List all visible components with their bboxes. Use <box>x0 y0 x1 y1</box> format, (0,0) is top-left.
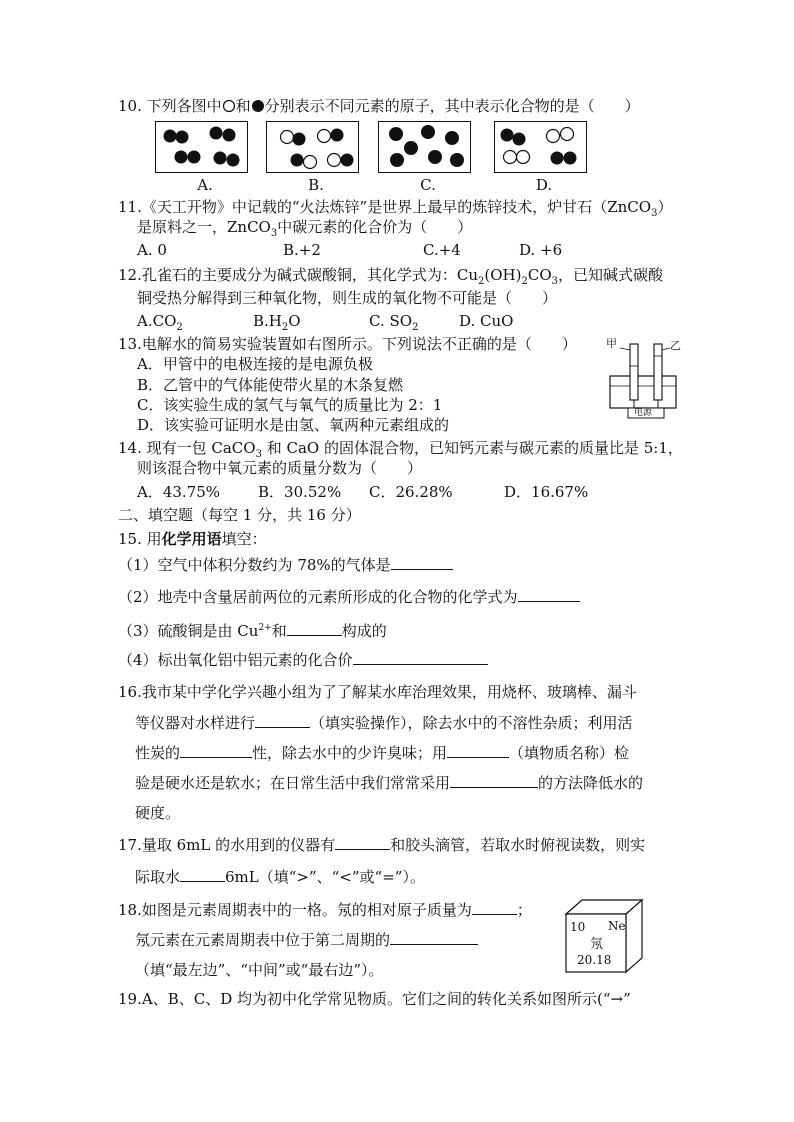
q13-option-c: C．该实验生成的氢气与氧气的质量比为 2：1 <box>137 396 443 414</box>
tube-jia-label: 甲 <box>606 337 617 350</box>
q17-line1: 17.量取 6mL 的水用到的仪器有 和胶头滴管，若取水时俯视读数，则实 <box>118 836 646 854</box>
answer-blank[interactable] <box>450 773 538 788</box>
molecule-diagram-a <box>156 122 247 172</box>
q13-option-b: B．乙管中的气体能使带火星的木条复燃 <box>137 376 404 394</box>
molecule-diagram-c <box>379 122 470 172</box>
section-heading: 二、填空题（每空 1 分，共 16 分） <box>118 506 361 524</box>
q17-line2: 际取水 6mL（填“>”、“<”或“=”）。 <box>135 868 425 886</box>
answer-blank[interactable] <box>447 743 509 758</box>
q19-line1: 19.A、B、C、D 均为初中化学常见物质。它们之间的转化关系如图所示(“→” <box>118 990 631 1008</box>
q13-option-d: D．该实验可证明水是由氢、氧两种元素组成的 <box>137 416 450 434</box>
answer-blank[interactable] <box>353 650 488 665</box>
q15-item2: （2）地壳中含量居前两位的元素所形成的化合物的化学式为 <box>118 587 580 607</box>
q18-line1: 18.如图是元素周期表中的一格。氖的相对原子质量为 ； <box>118 901 532 919</box>
periodic-table-cell-figure <box>563 896 645 976</box>
power-source-label: 电源 <box>634 408 653 418</box>
answer-blank[interactable] <box>518 587 580 602</box>
solid-atom-icon <box>251 99 265 113</box>
answer-blank[interactable] <box>391 555 453 570</box>
q11-line2: 是原料之一，ZnCO$_3$中碳元素的化合价为（ ） <box>137 218 473 239</box>
q15-item1: （1）空气中体积分数约为 78%的气体是 <box>118 555 453 575</box>
q10-label-d: D. <box>535 176 553 194</box>
q10-option-c-figure <box>378 121 471 173</box>
answer-blank[interactable] <box>255 713 310 728</box>
q18-line3: （填“最左边”、“中间”或“最右边”）。 <box>135 961 384 979</box>
q10-option-b-figure <box>266 121 359 173</box>
answer-blank[interactable] <box>287 621 342 636</box>
q10-label-a: A. <box>197 176 213 194</box>
answer-blank[interactable] <box>472 900 517 915</box>
q16-line2: 等仪器对水样进行 （填实验操作），除去水中的不溶性杂质；利用活 <box>135 714 633 732</box>
molecule-diagram-b <box>267 122 358 172</box>
q12-option-a: $A.CO_2$ <box>137 312 183 333</box>
answer-blank[interactable] <box>180 743 252 758</box>
molecule-diagram-d <box>495 122 586 172</box>
q10-stem: 10. 下列各图中 和 分别表示不同元素的原子，其中表示化合物的是（ ） <box>118 97 640 115</box>
q12-option-c: C. $SO_2$ <box>369 312 419 333</box>
q11-option-c: C.+4 <box>423 241 461 259</box>
q11-line1: 11.《天工开物》中记载的“火法炼锌”是世界上最早的炼锌技术，炉甘石（ZnCO$_3$） <box>118 198 673 219</box>
q10-option-a-figure <box>155 121 248 173</box>
q10-label-b: B. <box>308 176 324 194</box>
q15-item3: （3）硫酸铜是由 $Cu^{2+}$和 构成的 <box>118 622 387 640</box>
electrolysis-apparatus-figure <box>604 336 684 420</box>
answer-blank[interactable] <box>335 835 390 850</box>
q16-line5: 硬度。 <box>135 804 181 822</box>
q14-option-c: C．26.28% <box>369 483 453 501</box>
q13-option-a: A．甲管中的电极连接的是电源负极 <box>137 355 373 373</box>
tube-yi-label: 乙 <box>670 339 681 352</box>
atomic-number: 10 <box>570 920 586 934</box>
answer-blank[interactable] <box>180 867 225 882</box>
q14-line2: 则该混合物中氧元素的质量分数为（ ） <box>137 459 423 477</box>
q12-option-b: $B.H_2O$ <box>253 312 301 333</box>
q11-option-b: B.+2 <box>283 241 321 259</box>
q10-option-d-figure <box>494 121 587 173</box>
q16-line1: 16.我市某中学化学兴趣小组为了了解某水库治理效果，用烧杯、玻璃棒、漏斗 <box>118 683 637 701</box>
q16-line4: 验是硬水还是软水；在日常生活中我们常常采用 的方法降低水的 <box>135 774 644 792</box>
q11-option-a: A. 0 <box>137 241 167 259</box>
q16-line3: 性炭的 性，除去水中的少许臭味；用 （填物质名称）检 <box>135 744 630 762</box>
answer-blank[interactable] <box>390 930 478 945</box>
q12-option-d: D. CuO <box>459 312 514 330</box>
q14-line1: 14. 现有一包 CaCO$_3$ 和 CaO 的固体混合物，已知钙元素与碳元素的质量比是 5:1， <box>118 439 683 460</box>
q14-option-d: D．16.67% <box>504 483 589 501</box>
q10-label-c: C. <box>420 176 436 194</box>
q13-stem: 13.电解水的简易实验装置如右图所示。下列说法不正确的是（ ） <box>118 335 577 353</box>
hollow-atom-icon <box>222 99 236 113</box>
q14-option-b: B．30.52% <box>258 483 342 501</box>
q14-option-a: A．43.75% <box>137 483 221 501</box>
q11-option-d: D. +6 <box>519 241 563 259</box>
element-symbol: Ne <box>608 919 626 933</box>
atomic-mass: 20.18 <box>577 953 612 967</box>
q15-stem: 15. 用化学用语填空： <box>118 530 267 548</box>
q12-line1: 12.孔雀石的主要成分为碱式碳酸铜，其化学式为：$Cu_2(OH)_2CO_3$，已知碱式碳酸 <box>118 266 664 287</box>
q15-item4: （4）标出氧化铝中铝元素的化合价 <box>118 650 488 670</box>
q18-line2: 氖元素在元素周期表中位于第二周期的 <box>135 930 478 950</box>
q12-line2: 铜受热分解得到三种氧化物，则生成的氧化物不可能是（ ） <box>137 289 558 307</box>
element-name: 氖 <box>590 937 604 952</box>
